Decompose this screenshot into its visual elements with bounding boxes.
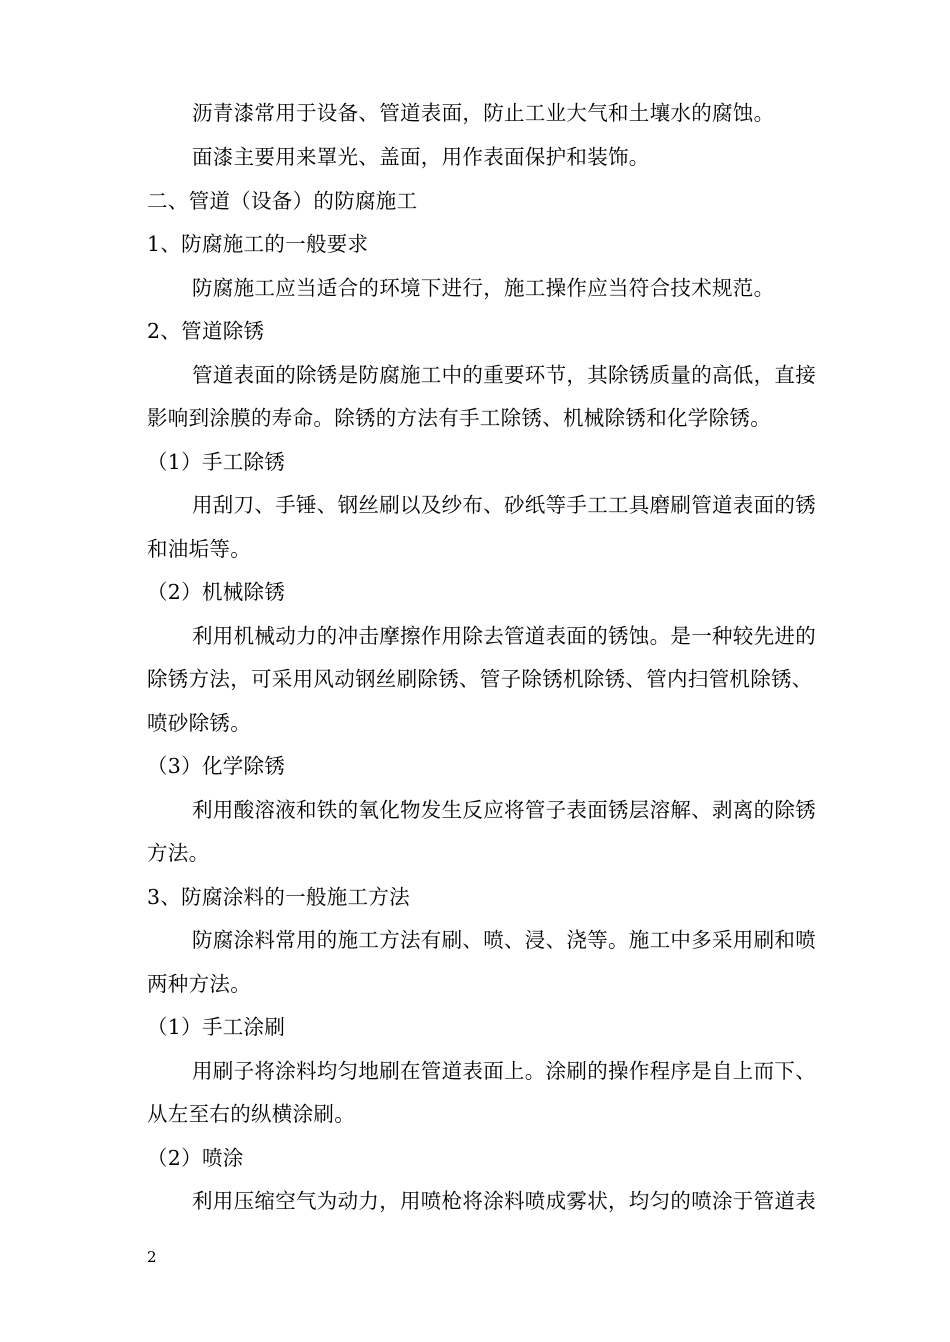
paragraph-rust-removal-line1: 管道表面的除锈是防腐施工中的重要环节，其除锈质量的高低，直接 [192,363,816,387]
subheading-3: 3、防腐涂料的一般施工方法 [147,885,410,909]
paragraph-coating-line2: 两种方法。 [147,972,251,996]
paragraph-mechanical-line3: 喷砂除锈。 [147,711,251,735]
item-manual-rust-removal: （1）手工除锈 [147,450,286,474]
paragraph-mechanical-line2: 除锈方法，可采用风动钢丝刷除锈、管子除锈机除锈、管内扫管机除锈、 [147,667,813,691]
paragraph-brushing-line1: 用刷子将涂料均匀地刷在管道表面上。涂刷的操作程序是自上而下、 [192,1059,816,1083]
page-number: 2 [147,1248,157,1266]
item-mechanical-rust-removal: （2）机械除锈 [147,580,286,604]
paragraph-manual-line2: 和油垢等。 [147,537,251,561]
item-chemical-rust-removal: （3）化学除锈 [147,754,286,778]
item-spraying: （2）喷涂 [147,1146,244,1170]
paragraph-manual-line1: 用刮刀、手锤、钢丝刷以及纱布、砂纸等手工工具磨刷管道表面的锈 [192,493,816,517]
item-manual-brushing: （1）手工涂刷 [147,1015,286,1039]
paragraph-chemical-line2: 方法。 [147,841,210,865]
subheading-1: 1、防腐施工的一般要求 [147,232,369,256]
paragraph-topcoat: 面漆主要用来罩光、盖面，用作表面保护和装饰。 [192,145,650,169]
paragraph-chemical-line1: 利用酸溶液和铁的氧化物发生反应将管子表面锈层溶解、剥离的除锈 [192,798,816,822]
paragraph-general-req: 防腐施工应当适合的环境下进行，施工操作应当符合技术规范。 [192,276,775,300]
paragraph-coating-line1: 防腐涂料常用的施工方法有刷、喷、浸、浇等。施工中多采用刷和喷 [192,928,816,952]
paragraph-mechanical-line1: 利用机械动力的冲击摩擦作用除去管道表面的锈蚀。是一种较先进的 [192,624,816,648]
paragraph-brushing-line2: 从左至右的纵横涂刷。 [147,1102,355,1126]
section-heading-2: 二、管道（设备）的防腐施工 [147,189,418,213]
subheading-2: 2、管道除锈 [147,319,265,343]
paragraph-rust-removal-line2: 影响到涂膜的寿命。除锈的方法有手工除锈、机械除锈和化学除锈。 [147,406,771,430]
paragraph-spraying-line1: 利用压缩空气为动力，用喷枪将涂料喷成雾状，均匀的喷涂于管道表 [192,1189,816,1213]
paragraph-asphalt-paint: 沥青漆常用于设备、管道表面，防止工业大气和土壤水的腐蚀。 [192,101,775,125]
